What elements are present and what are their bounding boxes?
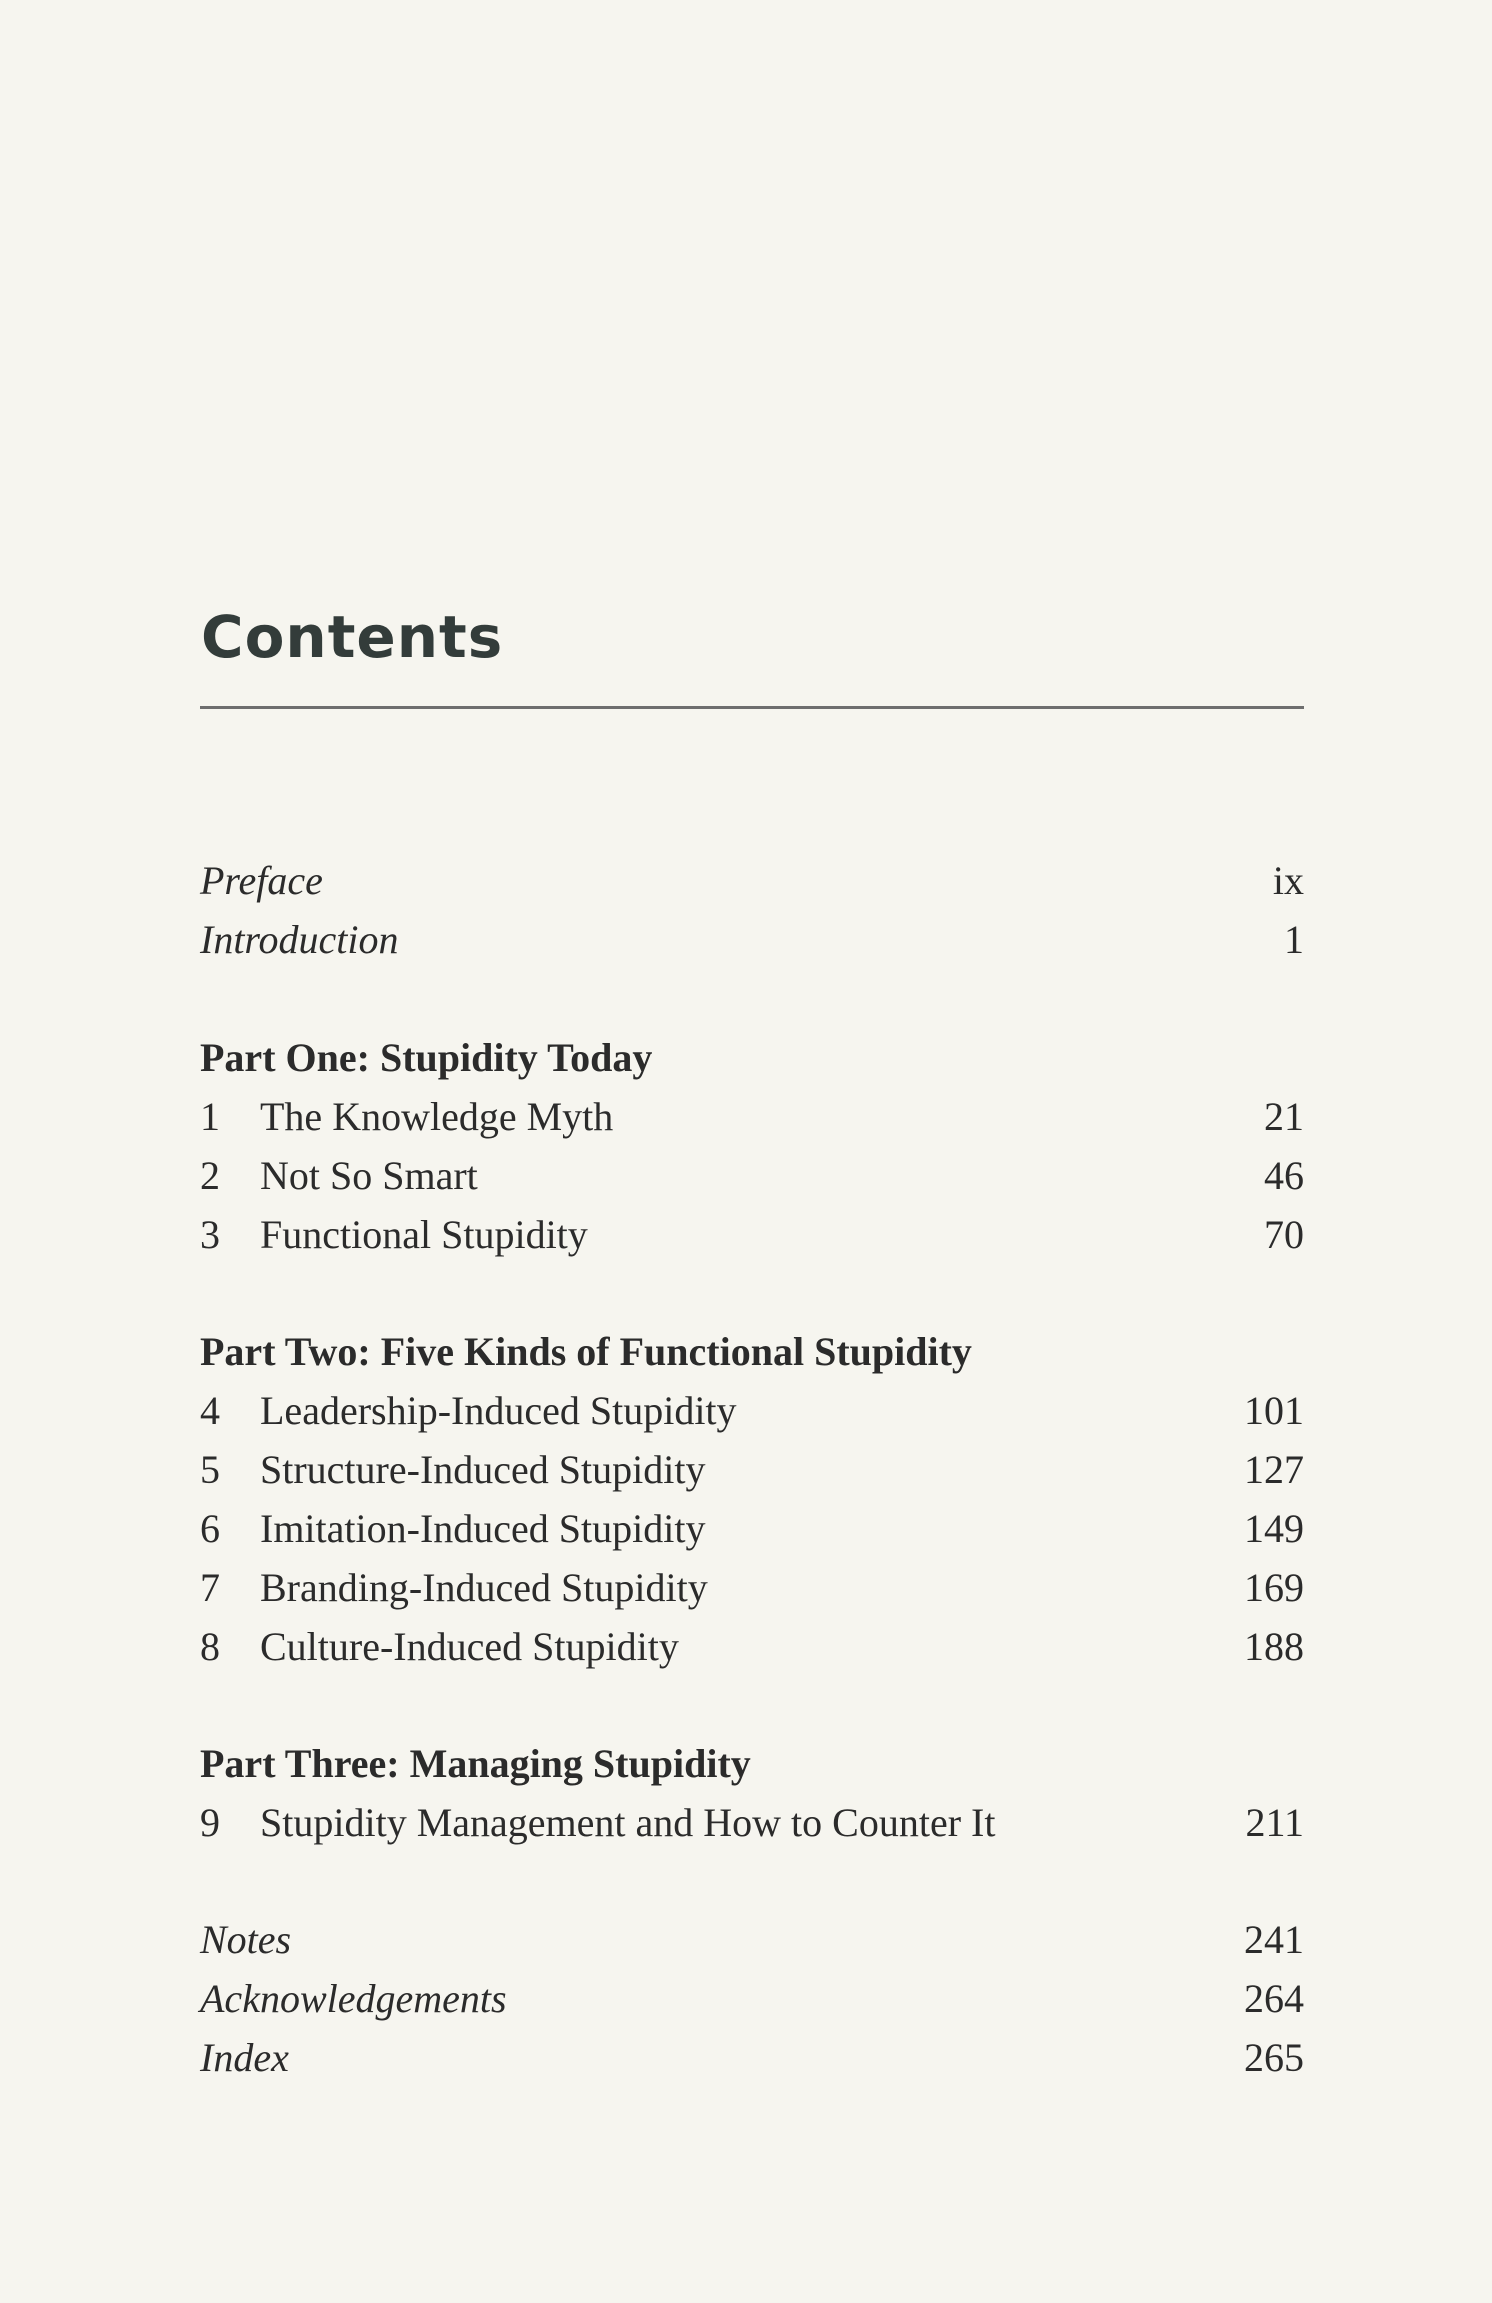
toc-entry-introduction — [200, 912, 1304, 968]
chapter-label: Culture-Induced Stupidity — [260, 1624, 679, 1669]
toc-entry-label: Preface — [200, 858, 323, 903]
toc-chapter-7 — [200, 1560, 1304, 1616]
chapter-number: 2 — [200, 1153, 220, 1198]
chapter-label: Stupidity Management and How to Counter It — [260, 1800, 996, 1845]
toc-chapter-5 — [200, 1442, 1304, 1498]
toc-chapter-6 — [200, 1501, 1304, 1557]
chapter-label: Not So Smart — [260, 1153, 478, 1198]
toc-entry-page: 241 — [1244, 1917, 1304, 1962]
chapter-number: 4 — [200, 1388, 220, 1433]
chapter-label: Imitation-Induced Stupidity — [260, 1506, 706, 1551]
toc-entry-page: 264 — [1244, 1976, 1304, 2021]
chapter-label: Structure-Induced Stupidity — [260, 1447, 706, 1492]
title-divider — [200, 706, 1304, 709]
toc-entry-preface — [200, 853, 1304, 909]
toc-chapter-9 — [200, 1795, 1304, 1851]
toc-chapter-1 — [200, 1089, 1304, 1145]
toc-chapter-3 — [200, 1207, 1304, 1263]
chapter-label: Functional Stupidity — [260, 1212, 588, 1257]
chapter-number: 5 — [200, 1447, 220, 1492]
toc-chapter-8 — [200, 1619, 1304, 1675]
chapter-number: 8 — [200, 1624, 220, 1669]
part-heading-one: Part One: Stupidity Today — [200, 1035, 653, 1080]
chapter-number: 9 — [200, 1800, 220, 1845]
toc-entry-page: 265 — [1244, 2035, 1304, 2080]
chapter-number: 3 — [200, 1212, 220, 1257]
chapter-label: Leadership-Induced Stupidity — [260, 1388, 737, 1433]
page-title: Contents — [201, 603, 504, 671]
part-heading-two: Part Two: Five Kinds of Functional Stupidity — [200, 1329, 972, 1374]
chapter-number: 7 — [200, 1565, 220, 1610]
chapter-page: 169 — [1244, 1565, 1304, 1610]
chapter-page: 127 — [1244, 1447, 1304, 1492]
chapter-label: Branding-Induced Stupidity — [260, 1565, 708, 1610]
toc-entry-label: Notes — [200, 1917, 292, 1962]
chapter-page: 46 — [1264, 1153, 1304, 1198]
toc-entry-notes — [200, 1912, 1304, 1968]
chapter-page: 188 — [1244, 1624, 1304, 1669]
chapter-number: 1 — [200, 1094, 220, 1139]
chapter-label: The Knowledge Myth — [260, 1094, 614, 1139]
toc-chapter-4 — [200, 1383, 1304, 1439]
toc-entry-page: 1 — [1284, 917, 1304, 962]
chapter-number: 6 — [200, 1506, 220, 1551]
chapter-page: 21 — [1264, 1094, 1304, 1139]
chapter-page: 70 — [1264, 1212, 1304, 1257]
part-heading-three: Part Three: Managing Stupidity — [200, 1741, 751, 1786]
chapter-page: 211 — [1245, 1800, 1304, 1845]
toc-entry-label: Acknowledgements — [200, 1976, 507, 2021]
toc-chapter-2 — [200, 1148, 1304, 1204]
toc-entry-acknowledgements — [200, 1971, 1304, 2027]
toc-entry-index — [200, 2030, 1304, 2086]
toc-entry-label: Index — [200, 2035, 289, 2080]
toc-entry-page: ix — [1272, 858, 1304, 903]
chapter-page: 149 — [1244, 1506, 1304, 1551]
toc-entry-label: Introduction — [200, 917, 399, 962]
chapter-page: 101 — [1244, 1388, 1304, 1433]
